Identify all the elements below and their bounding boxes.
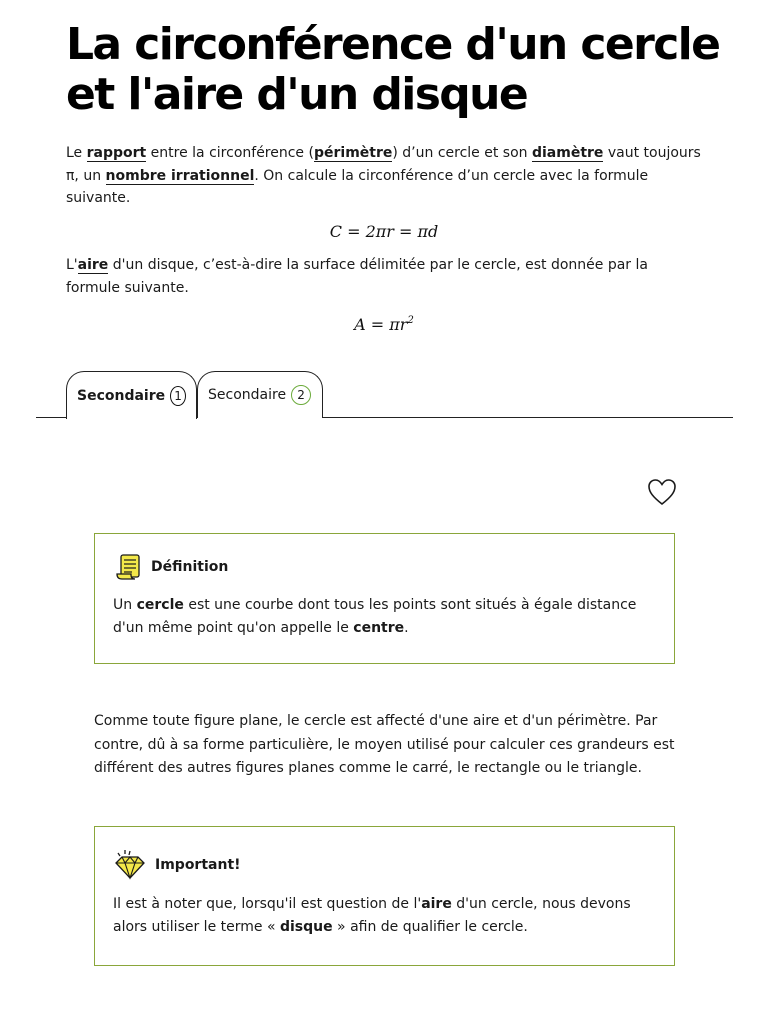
page-title: La circonférence d'un cercle et l'aire d'un disque [66, 19, 720, 120]
link-aire[interactable]: aire [77, 257, 109, 273]
heart-icon[interactable] [647, 478, 677, 506]
diamond-icon [113, 849, 147, 881]
important-heading: Important! [155, 857, 241, 873]
important-box [94, 826, 675, 966]
definition-heading: Définition [151, 559, 229, 575]
definition-text: Un cercle est une courbe dont tous les points sont situés à égale distance d'un même point qu'on appelle le centre. [113, 597, 637, 636]
definition-box [94, 533, 675, 664]
link-rapport[interactable]: rapport [86, 145, 147, 161]
scroll-icon [113, 552, 143, 582]
tab-number-badge: 2 [291, 385, 311, 405]
link-perimetre[interactable]: périmètre [313, 145, 393, 161]
link-nombre-irrationnel[interactable]: nombre irrationnel [105, 167, 255, 184]
tab-label: Secondaire [208, 387, 287, 403]
important-text: Il est à noter que, lorsqu'il est question de l'aire d'un cercle, nous devons alors utiliser le terme « disque » afin de qualifier le cercle. [113, 896, 631, 935]
area-formula: $A = \pi r^2$ [354, 315, 414, 334]
intro-paragraph-2: L'aire d'un disque, c’est-à-dire la surface délimitée par le cercle, est donnée par la formule suivante. [66, 257, 648, 296]
tab-number-badge: 1 [170, 386, 186, 406]
tab-secondaire-1[interactable] [66, 371, 197, 419]
tab-secondaire-2[interactable] [197, 371, 323, 418]
body-paragraph: Comme toute figure plane, le cercle est affecté d'une aire et d'un périmètre. Par contre, dû à sa forme particulière, le moyen utilisé pour calculer ces grandeurs est différent des autres figures planes comme le carré, le rectangle ou le triangle. [94, 713, 675, 776]
circumference-formula: C = 2πr = πd [329, 222, 439, 241]
tab-label: Secondaire [77, 387, 166, 404]
link-diametre[interactable]: diamètre [531, 145, 604, 161]
intro-paragraph-1: Le rapport entre la circonférence (périmètre) d’un cercle et son diamètre vaut toujours π, un nombre irrationnel. On calcule la circonférence d’un cercle avec la formule suivante. [66, 145, 701, 206]
